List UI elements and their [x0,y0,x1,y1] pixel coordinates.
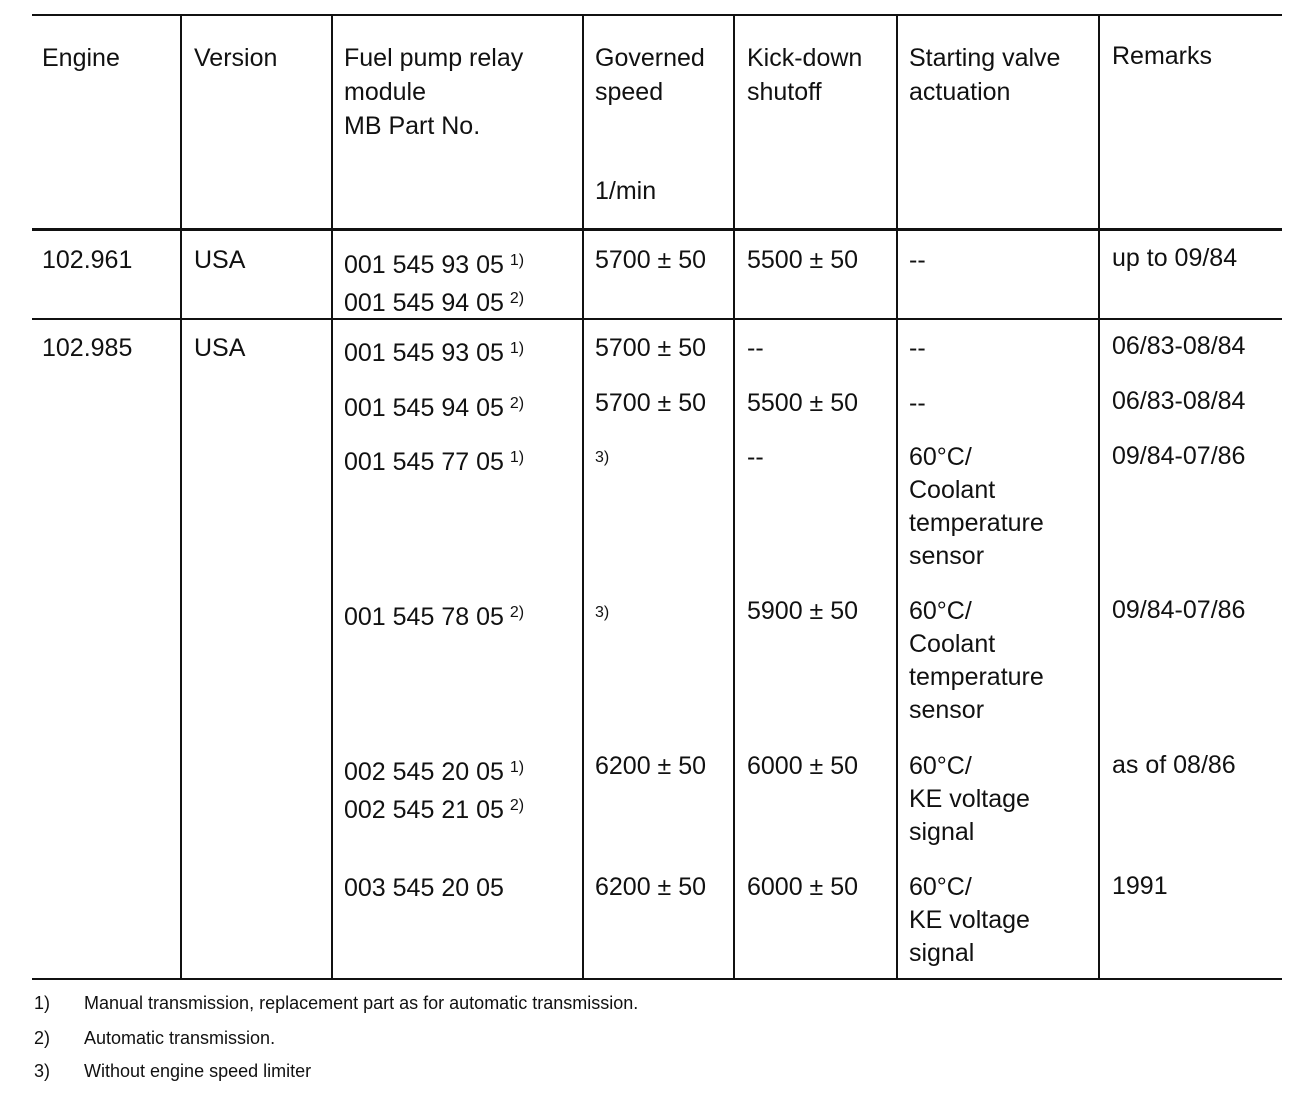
table-bottom-rule [32,978,1282,980]
starting-line: 60°C/ [909,443,972,471]
remarks-value: 06/83-08/84 [1112,387,1246,415]
header-governed-unit: 1/min [595,177,657,205]
governed-speed-value: 6200 ± 50 [595,873,707,901]
header-governed-line: Governed [595,44,705,72]
part-number [344,282,524,320]
remarks-value: 06/83-08/84 [1112,332,1246,360]
header-version: Version [194,44,278,72]
footnote-ref: 2) [509,604,525,621]
governed-speed-value: 5700 ± 50 [595,389,707,417]
column-divider [180,14,182,980]
header-bottom-rule [32,228,1282,231]
remarks-value: as of 08/86 [1112,751,1236,779]
group-divider-rule [32,318,1282,320]
footnote-ref: 1) [509,340,525,357]
column-divider [331,14,333,980]
kickdown-value: 5500 ± 50 [747,389,859,417]
part-number [344,332,524,370]
starting-value [909,441,1044,573]
governed-speed-value: 5700 ± 50 [595,334,707,362]
starting-line: sensor [909,696,985,724]
column-divider [896,14,898,980]
starting-line: signal [909,939,975,967]
remarks-value: up to 09/84 [1112,244,1238,272]
starting-line: 60°C/ [909,752,972,780]
header-governed-line: speed [595,78,664,106]
part-number [344,872,504,905]
kickdown-value: -- [747,334,764,362]
header-relay-line: MB Part No. [344,112,481,140]
starting-line: Coolant [909,630,996,658]
starting-line: signal [909,818,975,846]
part-number-text: 001 545 77 05 [344,448,504,476]
footnote-ref: 3) [595,449,610,466]
starting-line: Coolant [909,476,996,504]
footnote-text: Without engine speed limiter [84,1061,312,1081]
header-kickdown-line: Kick-down [747,44,863,72]
header-governed-speed [595,41,705,109]
part-number [344,387,524,425]
version-value: USA [194,246,246,274]
part-number-text: 001 545 78 05 [344,603,504,631]
starting-value: -- [909,389,926,417]
footnote-number: 3) [34,1061,51,1081]
kickdown-value: 6000 ± 50 [747,873,859,901]
part-number-text: 001 545 93 05 [344,339,504,367]
footnote-text: Manual transmission, replacement part as for automatic transmission. [84,993,639,1013]
part-number [344,789,524,827]
header-remarks: Remarks [1112,42,1213,70]
starting-value [909,750,1030,849]
remarks-value: 1991 [1112,872,1168,900]
header-starting-line: Starting valve [909,44,1061,72]
starting-value [909,595,1044,727]
part-number [344,751,524,789]
starting-value: -- [909,334,926,362]
starting-value [909,871,1030,970]
remarks-value: 09/84-07/86 [1112,596,1246,624]
kickdown-value: 5500 ± 50 [747,246,859,274]
governed-speed-value: 5700 ± 50 [595,246,707,274]
footnote-ref: 1) [509,252,525,269]
governed-speed-note [595,596,609,634]
part-number [344,596,524,634]
table-top-rule [32,14,1282,16]
governed-speed-value: 6200 ± 50 [595,752,707,780]
footnote [34,1060,934,1082]
header-starting-valve [909,41,1060,109]
footnote-ref: 2) [509,395,525,412]
header-starting-line: actuation [909,78,1011,106]
footnote-number: 1) [34,993,51,1013]
starting-line: temperature [909,509,1044,537]
header-relay-module [344,41,523,143]
footnote-ref: 2) [509,290,525,307]
engine-code: 102.961 [42,246,133,274]
part-number [344,441,524,479]
part-number-text: 001 545 93 05 [344,251,504,279]
starting-line: 60°C/ [909,873,972,901]
part-number-text: 003 545 20 05 [344,874,504,902]
remarks-value: 09/84-07/86 [1112,442,1246,470]
starting-value: -- [909,246,926,274]
version-value: USA [194,334,246,362]
kickdown-value: 6000 ± 50 [747,752,859,780]
column-divider [1098,14,1100,980]
part-number-text: 001 545 94 05 [344,289,504,317]
footnote [34,992,934,1014]
header-engine: Engine [42,44,120,72]
part-number-text: 002 545 21 05 [344,796,504,824]
footnote-ref: 1) [509,449,525,466]
part-number-text: 002 545 20 05 [344,758,504,786]
footnote-ref: 1) [509,759,525,776]
part-number-cell [344,244,524,320]
header-relay-line: Fuel pump relay [344,44,524,72]
part-number-cell [344,751,524,827]
governed-speed-note [595,441,609,479]
header-relay-line: module [344,78,426,106]
engine-code: 102.985 [42,334,133,362]
starting-line: KE voltage [909,906,1030,934]
starting-line: 60°C/ [909,597,972,625]
footnote-text: Automatic transmission. [84,1028,276,1048]
footnote-ref: 2) [509,797,525,814]
starting-line: KE voltage [909,785,1030,813]
part-number [344,244,524,282]
part-number-text: 001 545 94 05 [344,394,504,422]
column-divider [733,14,735,980]
kickdown-value: -- [747,443,764,471]
header-kickdown [747,41,862,109]
starting-line: temperature [909,663,1044,691]
column-divider [582,14,584,980]
footnote [34,1027,934,1049]
footnote-ref: 3) [595,604,610,621]
starting-line: sensor [909,542,985,570]
footnote-number: 2) [34,1028,51,1048]
header-kickdown-line: shutoff [747,78,822,106]
kickdown-value: 5900 ± 50 [747,597,859,625]
